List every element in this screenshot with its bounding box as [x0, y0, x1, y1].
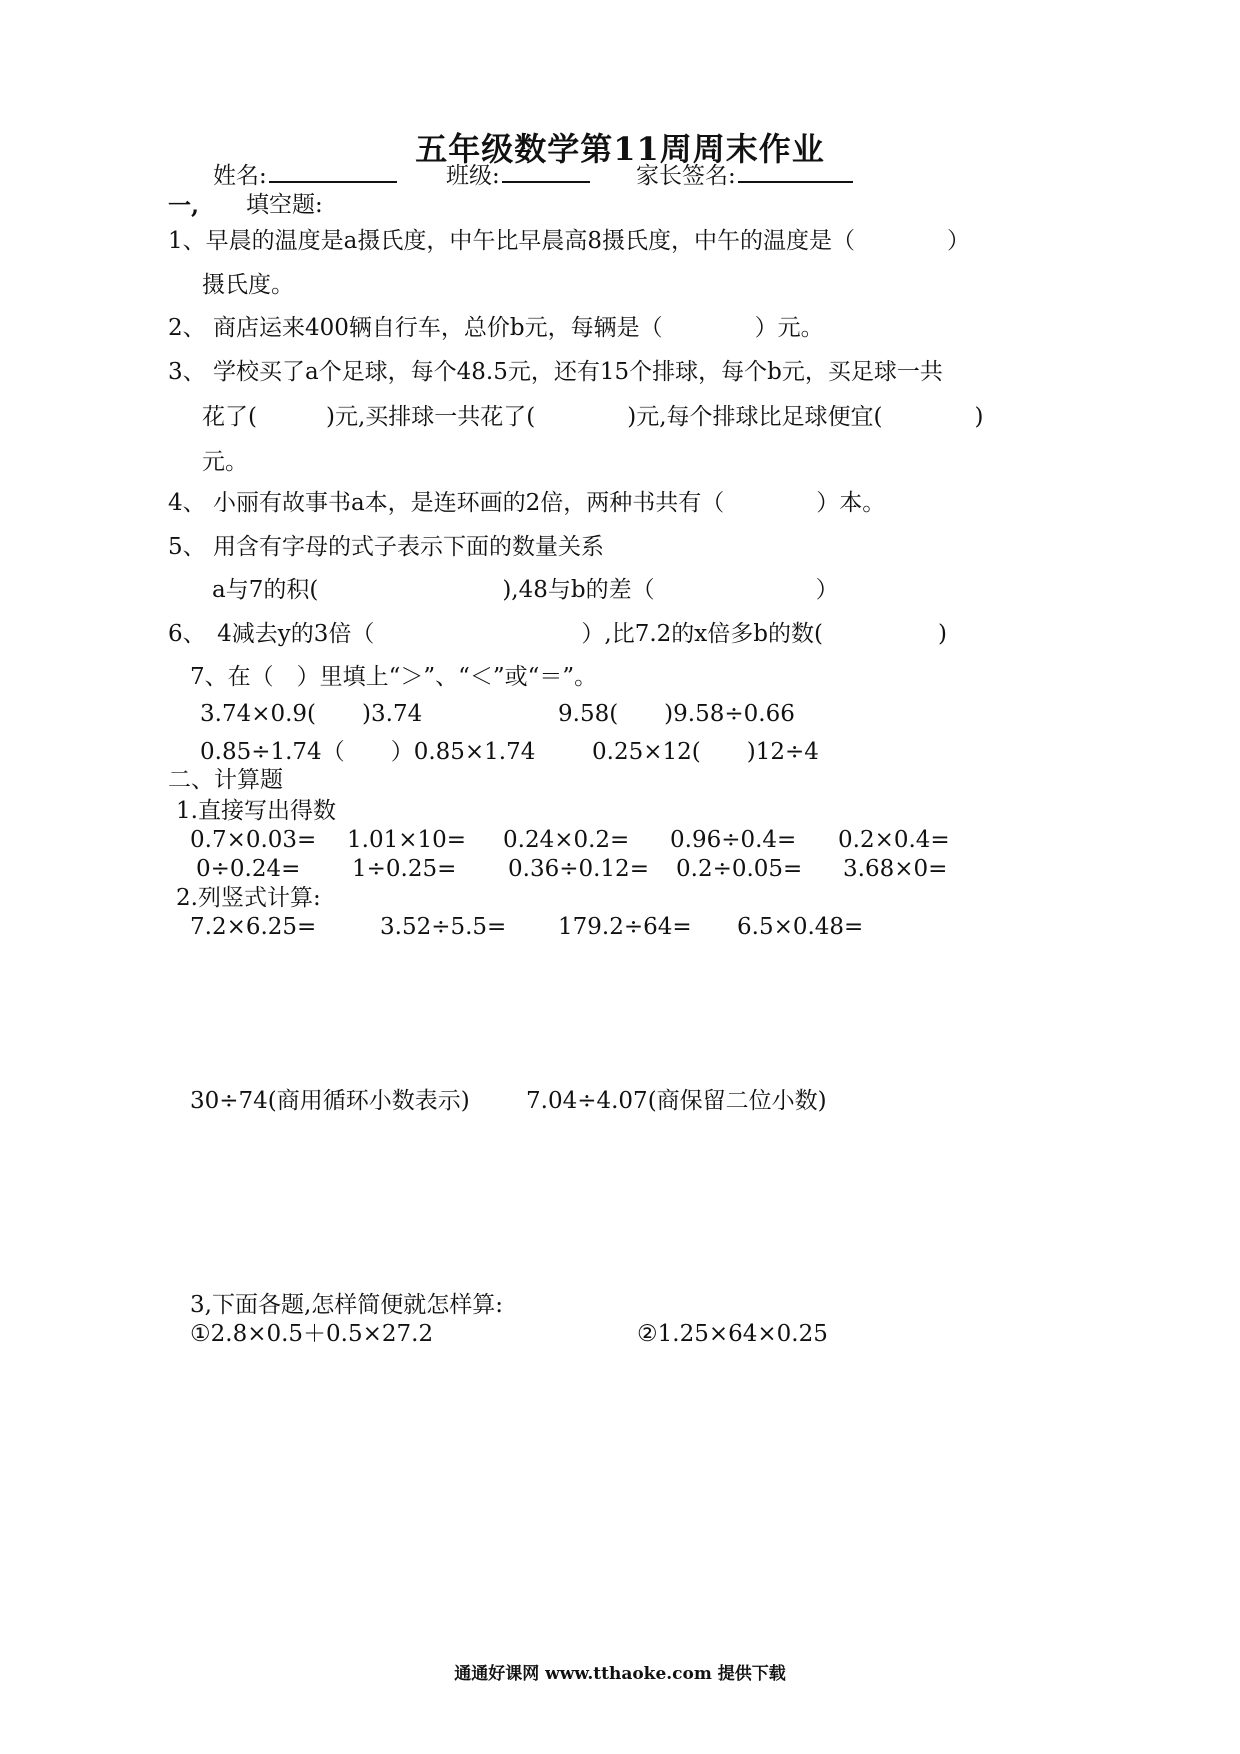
- calc-row2-item2: 1÷0.25=: [352, 856, 457, 882]
- calc-row2-item5: 3.68×0=: [843, 856, 948, 882]
- class-blank[interactable]: [502, 163, 590, 183]
- section2-sub1: 1.直接写出得数: [176, 798, 336, 824]
- simplify-calc-1: ①2.8×0.5＋0.5×27.2: [190, 1321, 434, 1347]
- question-5: 5、 用含有字母的式子表示下面的数量关系: [168, 534, 604, 560]
- question-6: 6、 4减去y的3倍（ ）,比7.2的x倍多b的数( ): [168, 621, 947, 647]
- simplify-calc-2: ②1.25×64×0.25: [637, 1321, 828, 1347]
- question-2: 2、 商店运来400辆自行车，总价b元，每辆是（ ）元。: [168, 315, 824, 341]
- vertical-calc-4: 6.5×0.48=: [737, 914, 864, 940]
- section2-sub2: 2.列竖式计算:: [176, 885, 321, 911]
- calc-row1-item1: 0.7×0.03=: [190, 827, 317, 853]
- question-7-item-1: 3.74×0.9( )3.74: [200, 701, 423, 727]
- section2-title: 二、计算题: [168, 767, 283, 793]
- vertical-calc-5: 30÷74(商用循环小数表示): [190, 1088, 470, 1114]
- calc-row1-item4: 0.96÷0.4=: [670, 827, 797, 853]
- question-7-item-3: 0.85÷1.74（ ）0.85×1.74: [200, 739, 536, 765]
- class-label: 班级:: [446, 163, 500, 189]
- parent-signature-field: [636, 163, 853, 188]
- calc-row1-item2: 1.01×10=: [347, 827, 467, 853]
- class-field: [446, 163, 590, 188]
- calc-row2-item3: 0.36÷0.12=: [508, 856, 649, 882]
- section2-sub3: 3,下面各题,怎样简便就怎样算:: [190, 1292, 504, 1318]
- vertical-calc-1: 7.2×6.25=: [190, 914, 317, 940]
- footer-credit: 通通好课网 www.tthaoke.com 提供下载: [454, 1664, 786, 1684]
- section1-number: 一,: [168, 192, 200, 219]
- question-1-line2: 摄氏度。: [202, 272, 294, 298]
- calc-row1-item5: 0.2×0.4=: [838, 827, 950, 853]
- question-3-line2: 花了( )元,买排球一共花了( )元,每个排球比足球便宜( ): [202, 404, 984, 430]
- name-blank[interactable]: [269, 163, 397, 183]
- question-5-sub: a与7的积( ),48与b的差（ ）: [212, 577, 839, 603]
- page-title: 五年级数学第11周周末作业: [415, 130, 825, 168]
- question-7-item-2: 9.58( )9.58÷0.66: [558, 701, 795, 727]
- question-4: 4、 小丽有故事书a本，是连环画的2倍，两种书共有（ ）本。: [168, 490, 886, 516]
- parent-signature-label: 家长签名:: [636, 163, 736, 189]
- section1-title: 填空题:: [246, 192, 323, 218]
- vertical-calc-2: 3.52÷5.5=: [380, 914, 507, 940]
- question-7: 7、在（ ）里填上“＞”、“＜”或“＝”。: [190, 664, 598, 690]
- vertical-calc-3: 179.2÷64=: [558, 914, 692, 940]
- question-1-line1: 1、早晨的温度是a摄氏度，中午比早晨高8摄氏度，中午的温度是（ ）: [168, 228, 970, 254]
- question-7-item-4: 0.25×12( )12÷4: [592, 739, 819, 765]
- question-3-line1: 3、 学校买了a个足球，每个48.5元，还有15个排球，每个b元，买足球一共: [168, 359, 943, 385]
- calc-row2-item4: 0.2÷0.05=: [676, 856, 803, 882]
- name-label: 姓名:: [213, 163, 267, 189]
- parent-signature-blank[interactable]: [738, 163, 853, 183]
- vertical-calc-6: 7.04÷4.07(商保留二位小数): [526, 1088, 827, 1114]
- calc-row1-item3: 0.24×0.2=: [503, 827, 630, 853]
- calc-row2-item1: 0÷0.24=: [196, 856, 301, 882]
- question-3-line3: 元。: [202, 449, 248, 475]
- name-field: [213, 163, 397, 188]
